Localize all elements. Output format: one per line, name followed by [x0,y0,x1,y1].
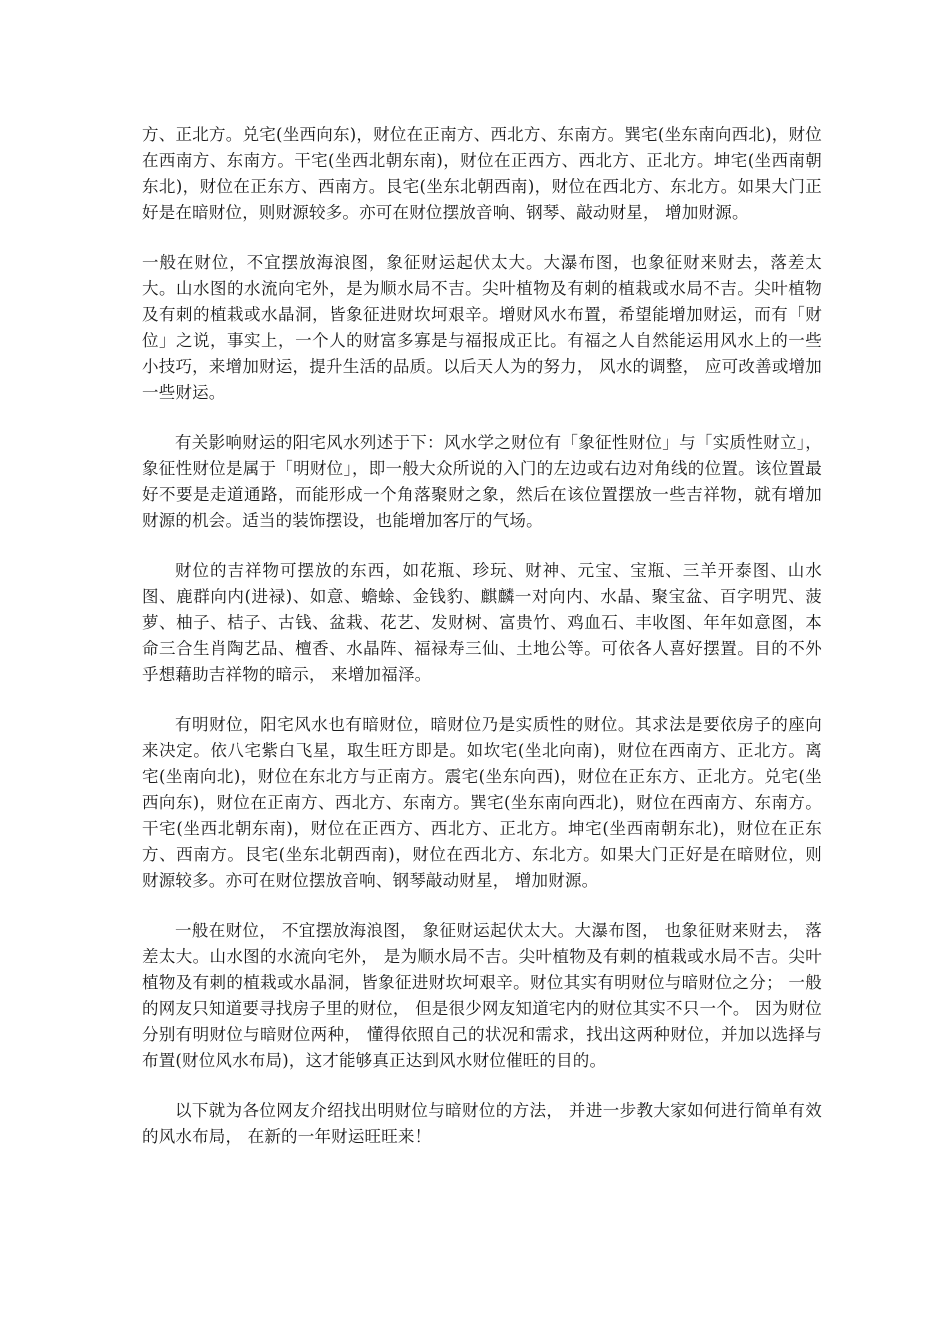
paragraph-6: 一般在财位， 不宜摆放海浪图， 象征财运起伏太大。大瀑布图， 也象征财来财去， 落差太大。山水图的水流向宅外， 是为顺水局不吉。尖叶植物及有刺的植栽或水局不吉。尖叶植物及有刺的植栽或水晶洞，皆象征进财坎坷艰辛。财位其实有明财位与暗财位之分； 一般的网友只知道要寻找房子里的财位， 但是很少网友知道宅内的财位其实不只一个。 因为财位分别有明财位与暗财位两种， 懂得依照自己的状况和需求，找出这两种财位，并加以选择与布置(财位风水布局)，这才能够真正达到风水财位催旺的目的。 [142,921,822,1070]
paragraph-2: 一般在财位，不宜摆放海浪图，象征财运起伏太大。大瀑布图，也象征财来财去，落差太大。山水图的水流向宅外，是为顺水局不吉。尖叶植物及有刺的植栽或水局不吉。尖叶植物及有刺的植栽或水晶洞，皆象征进财坎坷艰辛。增财风水布置，希望能增加财运，而有「财位」之说，事实上，一个人的财富多寡是与福报成正比。有福之人自然能运用风水上的一些小技巧，来增加财运，提升生活的品质。以后天人为的努力， 风水的调整， 应可改善或增加一些财运。 [142,253,822,402]
paragraph-3: 有关影响财运的阳宅风水列述于下：风水学之财位有「象征性财位」与「实质性财立」，象征性财位是属于「明财位」，即一般大众所说的入门的左边或右边对角线的位置。该位置最好不要是走道通路，而能形成一个角落聚财之象，然后在该位置摆放一些吉祥物，就有增加财源的机会。适当的装饰摆设，也能增加客厅的气场。 [142,433,822,530]
paragraph-1: 方、正北方。兑宅(坐西向东)，财位在正南方、西北方、东南方。巽宅(坐东南向西北)，财位在西南方、东南方。干宅(坐西北朝东南)，财位在正西方、西北方、正北方。坤宅(坐西南朝东北)，财位在正东方、西南方。艮宅(坐东北朝西南)，财位在西北方、东北方。如果大门正好是在暗财位，则财源较多。亦可在财位摆放音响、钢琴、敲动财星， 增加财源。 [142,125,822,222]
paragraph-4: 财位的吉祥物可摆放的东西，如花瓶、珍玩、财神、元宝、宝瓶、三羊开泰图、山水图、鹿群向内(进禄)、如意、蟾蜍、金钱豹、麒麟一对向内、水晶、聚宝盆、百字明咒、菠萝、柚子、桔子、古钱、盆栽、花艺、发财树、富贵竹、鸡血石、丰收图、年年如意图，本命三合生肖陶艺品、檀香、水晶阵、福禄寿三仙、土地公等。可依各人喜好摆置。目的不外乎想藉助吉祥物的暗示， 来增加福泽。 [142,561,822,684]
document-body [142,122,822,1174]
paragraph-5: 有明财位，阳宅风水也有暗财位，暗财位乃是实质性的财位。其求法是要依房子的座向来决定。依八宅紫白飞星，取生旺方即是。如坎宅(坐北向南)，财位在西南方、正北方。离宅(坐南向北)，财位在东北方与正南方。震宅(坐东向西)，财位在正东方、正北方。兑宅(坐西向东)，财位在正南方、西北方、东南方。巽宅(坐东南向西北)，财位在西南方、东南方。干宅(坐西北朝东南)，财位在正西方、西北方、正北方。坤宅(坐西南朝东北)，财位在正东方、西南方。艮宅(坐东北朝西南)，财位在西北方、东北方。如果大门正好是在暗财位，则财源较多。亦可在财位摆放音响、钢琴敲动财星， 增加财源。 [142,715,822,890]
paragraph-7: 以下就为各位网友介绍找出明财位与暗财位的方法， 并进一步教大家如何进行简单有效的风水布局， 在新的一年财运旺旺来！ [142,1101,822,1146]
